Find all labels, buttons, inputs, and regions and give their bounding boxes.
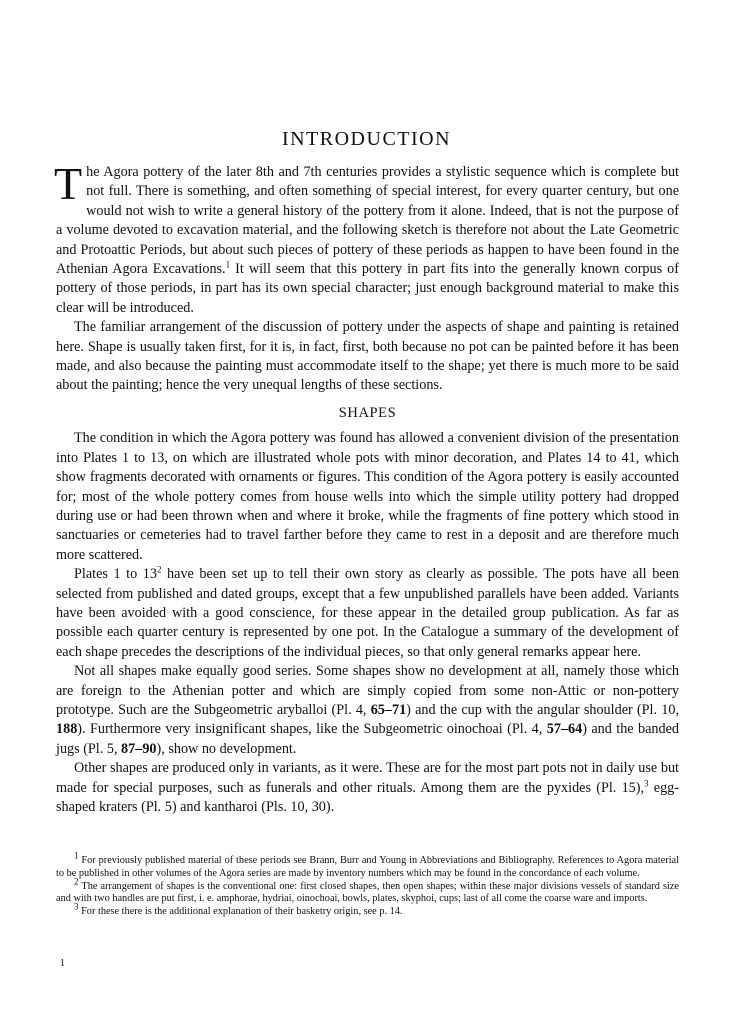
catalogue-number: 57–64 bbox=[546, 721, 583, 738]
footnotes bbox=[56, 850, 679, 919]
intro-paragraph-1: The Agora pottery of the later 8th and 7th centuries provides a stylistic sequence which is complete but not full. There is something, and often something of special interest, for every quarter century, but one would not wish to write a general history of the pottery from it alone. Indeed, that is not the purpose of a volume devoted to excavation material, and the following sketch is therefore not about the Late Geometric and Protoattic Periods, but about such pieces of pottery of these periods as happen to have been found in the Athenian Agora Excavations.$^1$ It will seem that this pottery in part fits into the generally known corpus of pottery of those periods, in part has its own special character; just enough background material to make this clear will be introduced. bbox=[54, 158, 679, 316]
shapes-paragraph-4: Other shapes are produced only in variants, as it were. These are for the most part pots not in daily use but made for special purposes, such as funerals and other rituals. Among them are the pyxides (Pl. 15),$^3$ egg-shaped kraters (Pl. 5) and kantharoi (Pls. 10, 30). bbox=[56, 760, 679, 815]
shapes-paragraph-1: The condition in which the Agora pottery was found has allowed a convenient division of the presentation into Plates 1 to 13, on which are illustrated whole pots with minor decoration, and Plates 14 to 41, which show fragments decorated with ornaments or figures. This condition of the Agora pottery is easily accounted for; most of the whole pottery comes from house wells into which the simple utility pottery had dropped during use or had been thrown when and where it broke, while the fragments of fine pottery which stood in sanctuaries or cemeteries had to travel farther before they came to rest in a deposit and are therefore much more scattered. bbox=[56, 430, 679, 563]
footnote-ref-2: 2 bbox=[156, 564, 162, 575]
intro-paragraph-2: The familiar arrangement of the discussion of pottery under the aspects of shape and painting is retained here. Shape is usually taken first, for it is, in fact, first, both because no pot can be painted before it has been made, and also because the painting must accommodate itself to the shape; yet there is much more to be said about the painting; hence the very unequal lengths of these sections. bbox=[56, 319, 679, 394]
main-text bbox=[54, 158, 680, 817]
catalogue-number: 188 bbox=[56, 721, 78, 738]
footnote-2: $^2$ The arrangement of shapes is the conventional one: first closed shapes, then open shapes; within these major divisions vessels of standard size and with two handles are put first, i. e. amphorae, hydriai, oinochoai, bowls, plates, skyphoi, cups; last of all come the coarse ware and imports. bbox=[56, 876, 679, 905]
page-title: INTRODUCTION bbox=[281, 128, 452, 150]
catalogue-number: 87–90 bbox=[121, 740, 157, 757]
footnote-ref-1: 1 bbox=[225, 259, 231, 270]
section-heading-shapes: SHAPES bbox=[338, 404, 397, 421]
footnote-3: $^3$ For these there is the additional explanation of their basketry origin, see p. 14. bbox=[74, 901, 403, 918]
footnote-1: $^1$ For previously published material of these periods see Brann, Burr and Young in Abbreviations and Bibliography. References to Agora material to be published in other volumes of the Agora series are made by inventory numbers which may be found in the concordance of each volume. bbox=[56, 850, 679, 879]
shapes-paragraph-2: Plates 1 to $13^2$ have been set up to tell their own story as clearly as possible. The pots have all been selected from published and dated groups, except that a few unpublished parallels have been added. Variants have been avoided with a good conscience, for these appear in the detailed group publication. As far as possible each quarter century is represented by one pot. In the Catalogue a summary of the development of each shape precedes the descriptions of the individual pieces, so that only general remarks appear here. bbox=[56, 564, 679, 660]
footnote-ref-3: 3 bbox=[644, 777, 649, 788]
page-number: 1 bbox=[60, 958, 65, 969]
drop-cap: T bbox=[54, 158, 83, 209]
catalogue-number: 65–71 bbox=[370, 701, 407, 718]
shapes-paragraph-3: Not all shapes make equally good series. Some shapes show no development at all, namely those which are foreign to the Athenian potter and which are simply copied from some non-Attic or non-pottery prototype. Such are the Subgeometric aryballoi (Pl. 4, 65–71) and the cup with the angular shoulder (Pl. 10, 188). Furthermore very insignificant shapes, like the Subgeometric oinochoai (Pl. 4, 57–64) and the banded jugs (Pl. 5, 87–90), show no development. bbox=[56, 663, 680, 757]
